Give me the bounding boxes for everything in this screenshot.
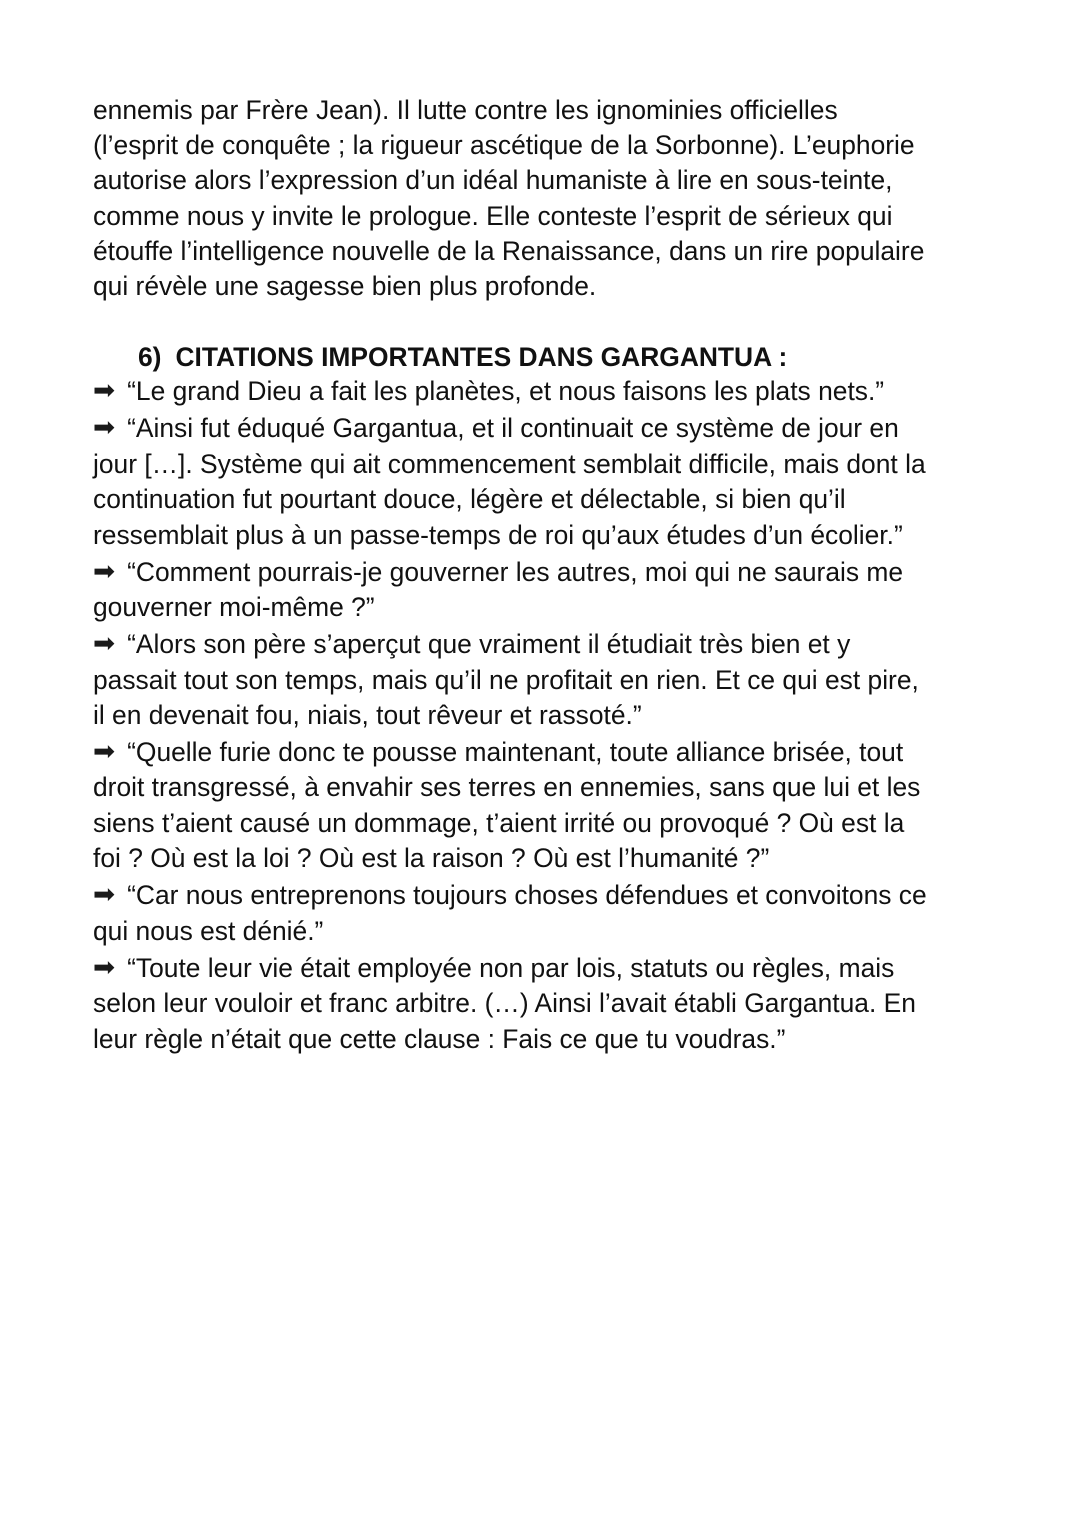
quote-line — [93, 1022, 998, 1057]
quote-text: passait tout son temps, mais qu’il ne profitait en rien. Et ce qui est pire, — [93, 664, 919, 695]
intro-line: (l’esprit de conquête ; la rigueur ascétique de la Sorbonne). L’euphorie — [93, 130, 915, 161]
quote-text: il en devenait fou, niais, tout rêveur et rassoté.” — [93, 699, 642, 730]
quote-item — [93, 878, 998, 949]
right-arrow-icon: ➡ — [93, 555, 116, 586]
quote-line — [93, 374, 998, 409]
quote-text: “Alors son père s’aperçut que vraiment il étudiait très bien et y — [127, 629, 851, 660]
quote-text: “Le grand Dieu a fait les planètes, et nous faisons les plats nets.” — [127, 376, 885, 407]
quote-item — [93, 411, 998, 553]
quote-text: siens t’aient causé un dommage, t’aient irrité ou provoqué ? Où est la — [93, 807, 905, 838]
quote-line — [93, 735, 998, 770]
quote-text: “Quelle furie donc te pousse maintenant, toute alliance brisée, tout — [127, 737, 904, 768]
quote-line — [93, 663, 998, 698]
quote-line — [93, 627, 998, 662]
quote-item — [93, 735, 998, 877]
intro-line: ennemis par Frère Jean). Il lutte contre les ignominies officielles — [93, 95, 838, 125]
intro-line: comme nous y invite le prologue. Elle conteste l’esprit de sérieux qui — [93, 200, 893, 231]
section-number: 6) — [138, 342, 162, 373]
quote-text: jour […]. Système qui ait commencement semblait difficile, mais dont la — [93, 448, 926, 479]
quote-line — [93, 447, 998, 482]
quote-line — [93, 590, 998, 625]
quote-text: gouverner moi-même ?” — [93, 592, 375, 623]
quote-text: selon leur vouloir et franc arbitre. (…) Ainsi l’avait établi Gargantua. En — [93, 988, 916, 1019]
right-arrow-icon: ➡ — [93, 628, 116, 659]
quote-text: leur règle n’était que cette clause : Fais ce que tu voudras.” — [93, 1023, 786, 1054]
quote-text: qui nous est dénié.” — [93, 915, 324, 946]
intro-line: qui révèle une sagesse bien plus profonde. — [93, 271, 597, 302]
quote-line — [93, 482, 998, 517]
quote-item — [93, 627, 998, 733]
quote-text: ressemblait plus à un passe-temps de roi qu’aux études d’un écolier.” — [93, 519, 903, 550]
quote-line — [93, 518, 998, 553]
quote-line — [93, 770, 998, 805]
quote-line — [93, 411, 998, 446]
quote-line — [93, 951, 998, 986]
intro-line: étouffe l’intelligence nouvelle de la Renaissance, dans un rire populaire — [93, 235, 925, 266]
quote-line — [93, 806, 998, 841]
right-arrow-icon: ➡ — [93, 375, 116, 406]
quote-item — [93, 555, 998, 626]
quote-text: “Comment pourrais-je gouverner les autres, moi qui ne saurais me — [127, 556, 904, 587]
quote-text: foi ? Où est la loi ? Où est la raison ? Où est l’humanité ?” — [93, 843, 770, 874]
quote-text: “Ainsi fut éduqué Gargantua, et il continuait ce système de jour en — [127, 413, 899, 444]
quote-line — [93, 555, 998, 590]
intro-line: autorise alors l’expression d’un idéal humaniste à lire en sous-teinte, — [93, 165, 893, 196]
right-arrow-icon: ➡ — [93, 412, 116, 443]
quote-item — [93, 374, 998, 409]
section-heading — [93, 340, 998, 374]
quote-line — [93, 986, 998, 1021]
quote-text: “Toute leur vie était employée non par lois, statuts ou règles, mais — [127, 952, 895, 983]
right-arrow-icon: ➡ — [93, 951, 116, 982]
quote-line — [93, 914, 998, 949]
right-arrow-icon: ➡ — [93, 879, 116, 910]
quote-line — [93, 698, 998, 733]
intro-paragraph — [93, 93, 998, 304]
quotes-list — [93, 374, 998, 1057]
quote-text: droit transgressé, à envahir ses terres en ennemies, sans que lui et les — [93, 772, 921, 803]
right-arrow-icon: ➡ — [93, 736, 116, 767]
quote-text: continuation fut pourtant douce, légère et délectable, si bien qu’il — [93, 484, 846, 515]
quote-text: “Car nous entreprenons toujours choses défendues et convoitons ce — [127, 880, 927, 911]
quote-line — [93, 841, 998, 876]
section-title: CITATIONS IMPORTANTES DANS GARGANTUA : — [175, 342, 788, 373]
quote-line — [93, 878, 998, 913]
quote-item — [93, 951, 998, 1057]
page-content — [93, 93, 998, 1059]
